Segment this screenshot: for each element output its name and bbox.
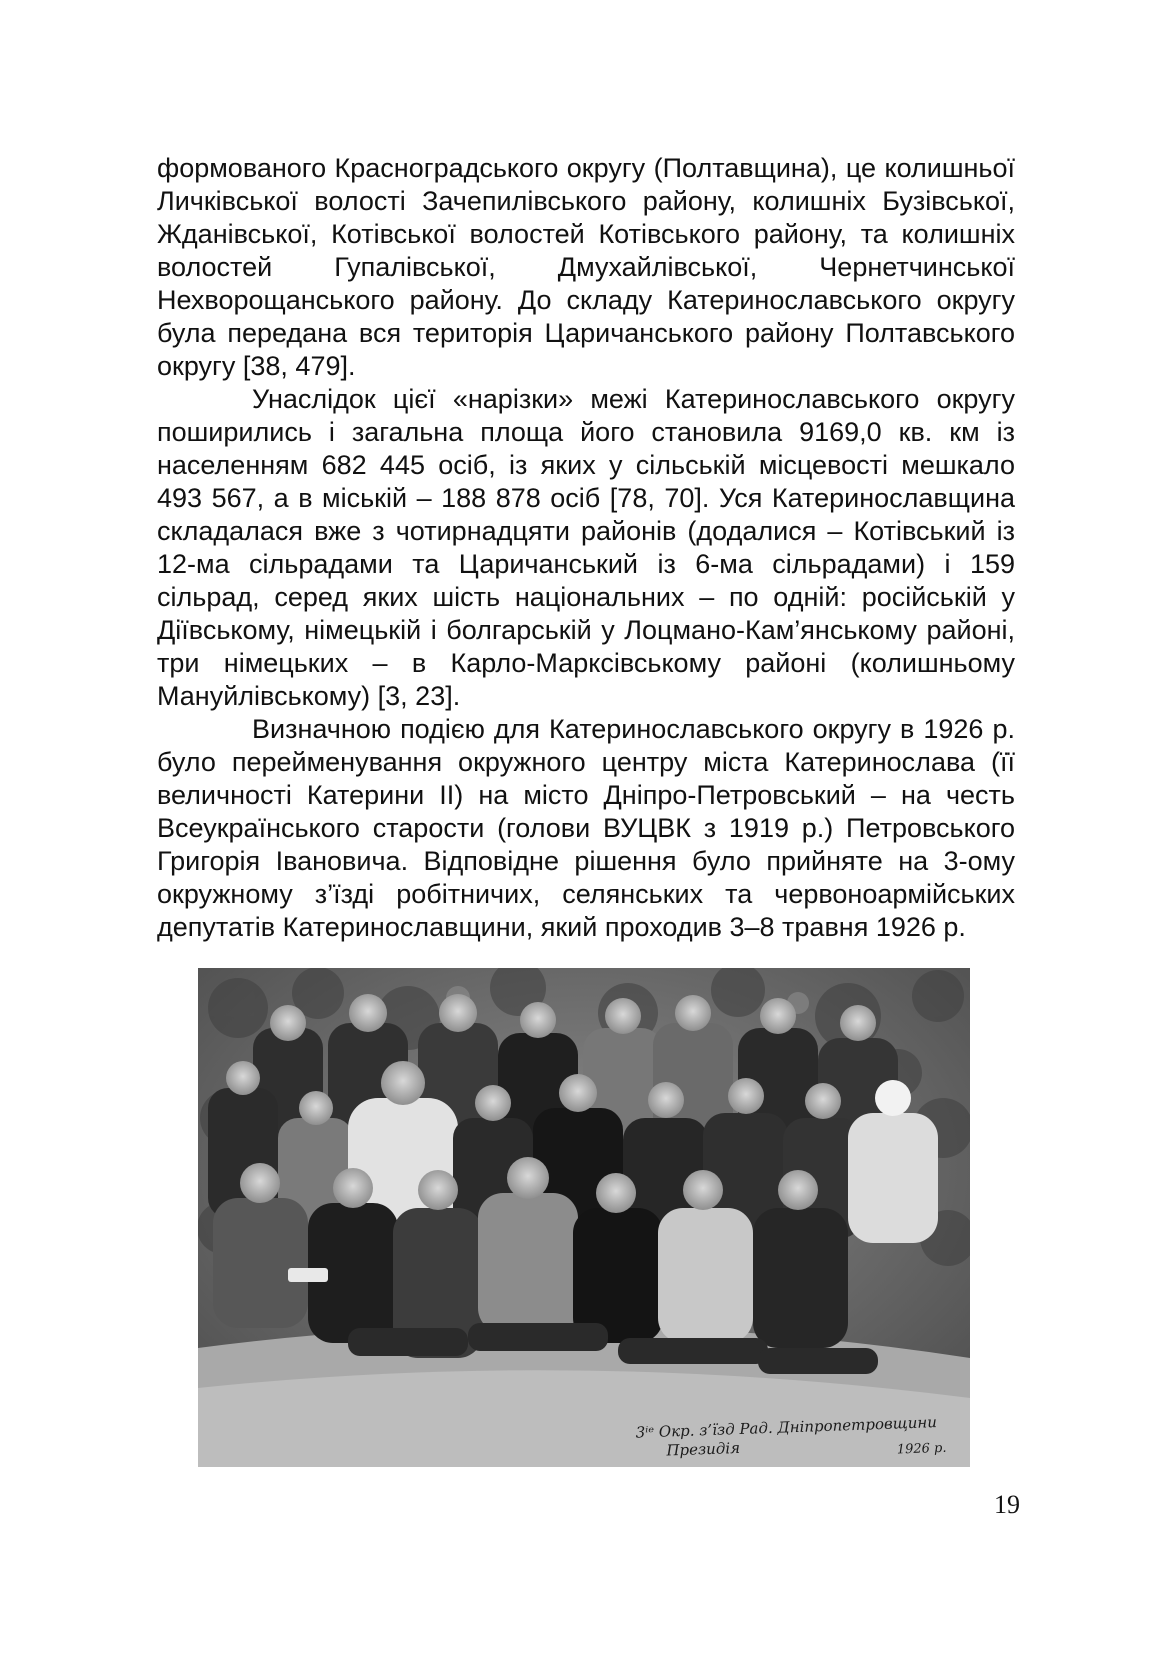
page-number: 19	[994, 1490, 1020, 1519]
paragraph-1: формованого Красноградського округу (Полтавщина), це колишньої Личківської волості Зачепилівського району, колишніх Бузівської, Жданівської, Котівської волостей Котівського району, та колишніх волостей Гупалівської, Дмухайлівської, Чернетчинської Нехворощанського району. До складу Катеринославського округу була передана вся територія Царичанського району Полтавського округу [38, 479].	[157, 153, 1015, 381]
body-text	[157, 152, 1015, 944]
caption-line-1: 3ⁱᵉ Окр. з’їзд Рад. Дніпропетровщини	[635, 1413, 938, 1442]
paragraph-2: Унаслідок цієї «нарізки» межі Катеринославського округу поширились і загальна площа його становила 9169,0 кв. км із населенням 682 445 осіб, із яких у сільській місцевості мешкало 493 567, а в міській – 188 878 осіб [78, 70]. Уся Катеринославщина складалася вже з чотирнадцяти районів (додалися – Котівський із 12-ма сільрадами та Царичанський із 6-ма сільрадами) і 159 сільрад, серед яких шість національних – по одній: російській у Діївському, німецькій і болгарській у Лоцмано-Кам’янському районі, три німецьких – в Карло-Марксівському районі (колишньому Мануйлівському) [3, 23].	[157, 384, 1015, 711]
caption-year: 1926 р.	[896, 1440, 947, 1458]
caption-line-2: Президія	[666, 1438, 741, 1460]
paragraph-3: Визначною подією для Катеринославського округу в 1926 р. було перейменування окружного центру міста Катеринослава (її величності Катерини ІІ) на місто Дніпро-Петровський – на честь Всеукраїнського старости (голови ВУЦВК з 1919 р.) Петровського Григорія Івановича. Відповідне рішення було прийняте на 3-ому окружному з’їзді робітничих, селянських та червоноармійських депутатів Катеринославщини, який проходив 3–8 травня 1926 р.	[157, 714, 1015, 942]
group-photo	[198, 968, 970, 1467]
group-photo-image	[198, 968, 970, 1467]
